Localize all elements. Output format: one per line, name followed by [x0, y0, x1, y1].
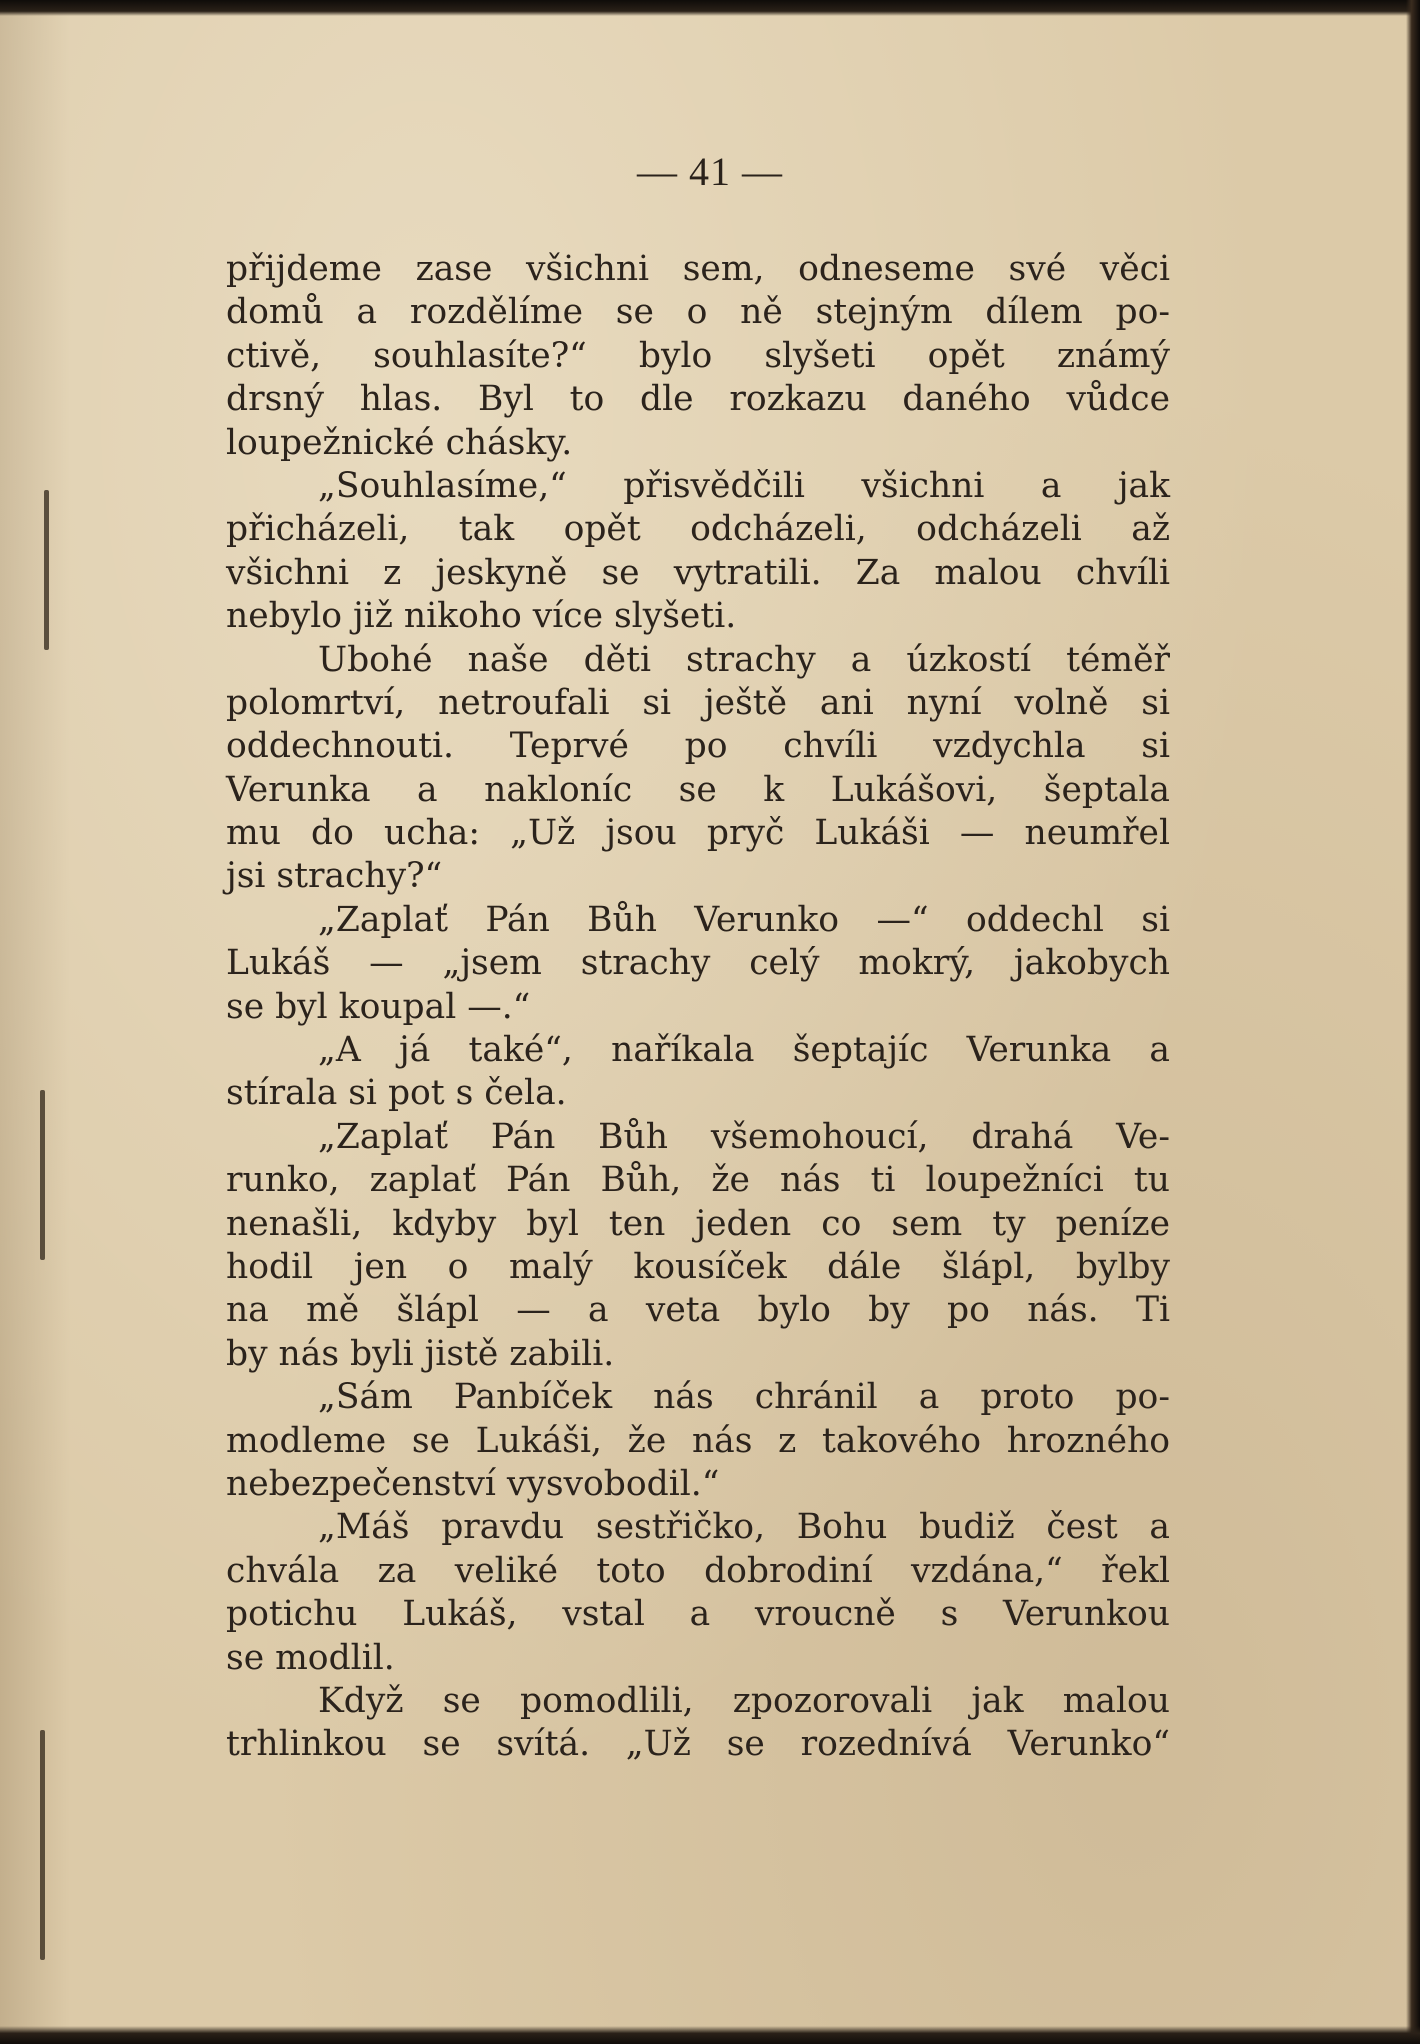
gutter-mark	[40, 1090, 45, 1260]
page-right-edge	[1406, 0, 1420, 2044]
text-line: na mě šlápl — a veta bylo by po nás. Ti	[226, 1290, 1170, 1331]
body-text	[226, 248, 1170, 1767]
text-line: stírala si pot s čela.	[226, 1073, 567, 1114]
text-line: jsi strachy?“	[226, 856, 443, 897]
text-line: přijdeme zase všichni sem, odneseme své věci	[226, 249, 1170, 289]
text-line: všichni z jeskyně se vytratili. Za malou chvíli	[226, 552, 1170, 593]
text-line: drsný hlas. Byl to dle rozkazu daného vůdce	[226, 379, 1170, 420]
text-line: „A já také“, naříkala šeptajíc Verunka a	[318, 1030, 1170, 1071]
binding-gutter	[0, 0, 70, 2044]
page-number: — 41 —	[637, 149, 783, 194]
page-bottom-edge	[0, 2026, 1420, 2044]
text-line: runko, zaplať Pán Bůh, že nás ti loupežníci tu	[226, 1160, 1170, 1201]
text-line: Ubohé naše děti strachy a úzkostí téměř	[318, 639, 1170, 680]
text-line: Verunka a nakloníc se k Lukášovi, šeptala	[226, 769, 1170, 810]
text-line: mu do ucha: „Už jsou pryč Lukáši — neumřel	[226, 813, 1170, 854]
page-top-edge	[0, 0, 1420, 16]
text-line: Lukáš — „jsem strachy celý mokrý, jakobych	[226, 943, 1170, 984]
text-line: Když se pomodlili, zpozorovali jak malou	[318, 1680, 1170, 1721]
text-line: „Sám Panbíček nás chránil a proto po-	[318, 1377, 1170, 1418]
text-line: se modlil.	[226, 1637, 395, 1678]
text-line: oddechnouti. Teprvé po chvíli vzdychla si	[226, 726, 1170, 767]
gutter-mark	[44, 490, 49, 650]
text-line: nebylo již nikoho více slyšeti.	[226, 596, 737, 637]
text-line: „Máš pravdu sestřičko, Bohu budiž čest a	[318, 1507, 1170, 1548]
text-line: potichu Lukáš, vstal a vroucně s Verunkou	[226, 1594, 1170, 1635]
text-line: domů a rozdělíme se o ně stejným dílem po-	[226, 292, 1170, 333]
text-line: nebezpečenství vysvobodil.“	[226, 1463, 720, 1504]
text-line: „Zaplať Pán Bůh Verunko —“ oddechl si	[318, 899, 1170, 940]
text-line: se byl koupal —.“	[226, 986, 531, 1027]
gutter-mark	[40, 1730, 45, 1960]
text-line: ctivě, souhlasíte?“ bylo slyšeti opět známý	[226, 335, 1170, 376]
text-line: trhlinkou se svítá. „Už se rozednívá Verunko“	[226, 1724, 1170, 1765]
text-line: modleme se Lukáši, že nás z takového hrozného	[226, 1420, 1170, 1461]
text-line: loupežnické chásky.	[226, 422, 573, 463]
text-line: hodil jen o malý kousíček dále šlápl, bylby	[226, 1246, 1170, 1287]
text-line: přicházeli, tak opět odcházeli, odcházeli až	[226, 509, 1170, 550]
text-line: „Souhlasíme,“ přisvědčili všichni a jak	[318, 465, 1170, 506]
text-line: „Zaplať Pán Bůh všemohoucí, drahá Ve-	[318, 1116, 1170, 1157]
text-line: by nás byli jistě zabili.	[226, 1333, 615, 1374]
text-line: polomrtví, netroufali si ještě ani nyní volně si	[226, 682, 1170, 723]
text-line: nenašli, kdyby byl ten jeden co sem ty peníze	[226, 1203, 1170, 1244]
text-line: chvála za veliké toto dobrodiní vzdána,“ řekl	[226, 1550, 1170, 1591]
